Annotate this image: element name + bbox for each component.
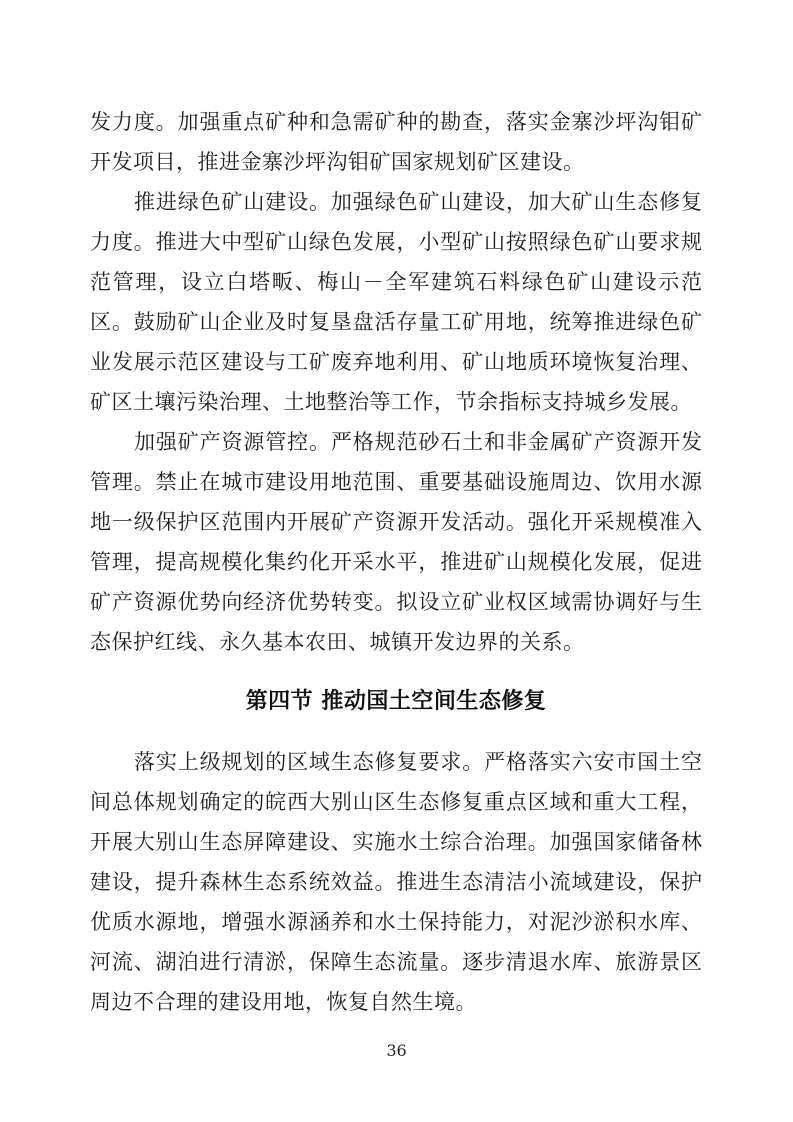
text-line: 矿产资源优势向经济优势转变。拟设立矿业权区域需协调好与生 bbox=[90, 590, 702, 614]
text-line: 河流、湖泊进行清淤，保障生态流量。逐步清退水库、旅游景区 bbox=[90, 950, 702, 974]
document-body bbox=[90, 102, 702, 1022]
section-heading: 第四节 推动国土空间生态修复 bbox=[245, 689, 547, 714]
text-line: 开展大别山生态屏障建设、实施水土综合治理。加强国家储备林 bbox=[90, 830, 702, 854]
text-line: 加强矿产资源管控。严格规范砂石土和非金属矿产资源开发 bbox=[134, 430, 702, 454]
text-line: 态保护红线、永久基本农田、城镇开发边界的关系。 bbox=[90, 630, 585, 654]
text-line: 区。鼓励矿山企业及时复垦盘活存量工矿用地，统筹推进绿色矿 bbox=[90, 310, 702, 334]
text-line: 建设，提升森林生态系统效益。推进生态清洁小流域建设，保护 bbox=[90, 870, 702, 894]
paragraph bbox=[90, 102, 702, 182]
paragraph bbox=[90, 742, 702, 1022]
paragraph bbox=[90, 182, 702, 422]
text-line: 力度。推进大中型矿山绿色发展，小型矿山按照绿色矿山要求规 bbox=[90, 230, 702, 254]
text-line: 落实上级规划的区域生态修复要求。严格落实六安市国土空 bbox=[134, 750, 702, 774]
text-line: 地一级保护区范围内开展矿产资源开发活动。强化开采规模准入 bbox=[90, 510, 702, 534]
text-line: 优质水源地，增强水源涵养和水土保持能力，对泥沙淤积水库、 bbox=[90, 910, 702, 934]
text-line: 范管理，设立白塔畈、梅山－全军建筑石料绿色矿山建设示范 bbox=[90, 270, 702, 294]
text-line: 推进绿色矿山建设。加强绿色矿山建设，加大矿山生态修复 bbox=[134, 190, 702, 214]
text-line: 间总体规划确定的皖西大别山区生态修复重点区域和重大工程， bbox=[90, 790, 702, 814]
text-line: 管理。禁止在城市建设用地范围、重要基础设施周边、饮用水源 bbox=[90, 470, 702, 494]
text-line: 发力度。加强重点矿种和急需矿种的勘查，落实金寨沙坪沟钼矿 bbox=[90, 110, 702, 134]
text-line: 业发展示范区建设与工矿废弃地利用、矿山地质环境恢复治理、 bbox=[90, 350, 702, 374]
text-line: 周边不合理的建设用地，恢复自然生境。 bbox=[90, 990, 477, 1014]
text-line: 开发项目，推进金寨沙坪沟钼矿国家规划矿区建设。 bbox=[90, 150, 585, 174]
page-number: 36 bbox=[386, 1041, 407, 1060]
text-line: 矿区土壤污染治理、土地整治等工作，节余指标支持城乡发展。 bbox=[90, 390, 692, 414]
paragraph bbox=[90, 422, 702, 662]
text-line: 管理，提高规模化集约化开采水平，推进矿山规模化发展，促进 bbox=[90, 550, 702, 574]
